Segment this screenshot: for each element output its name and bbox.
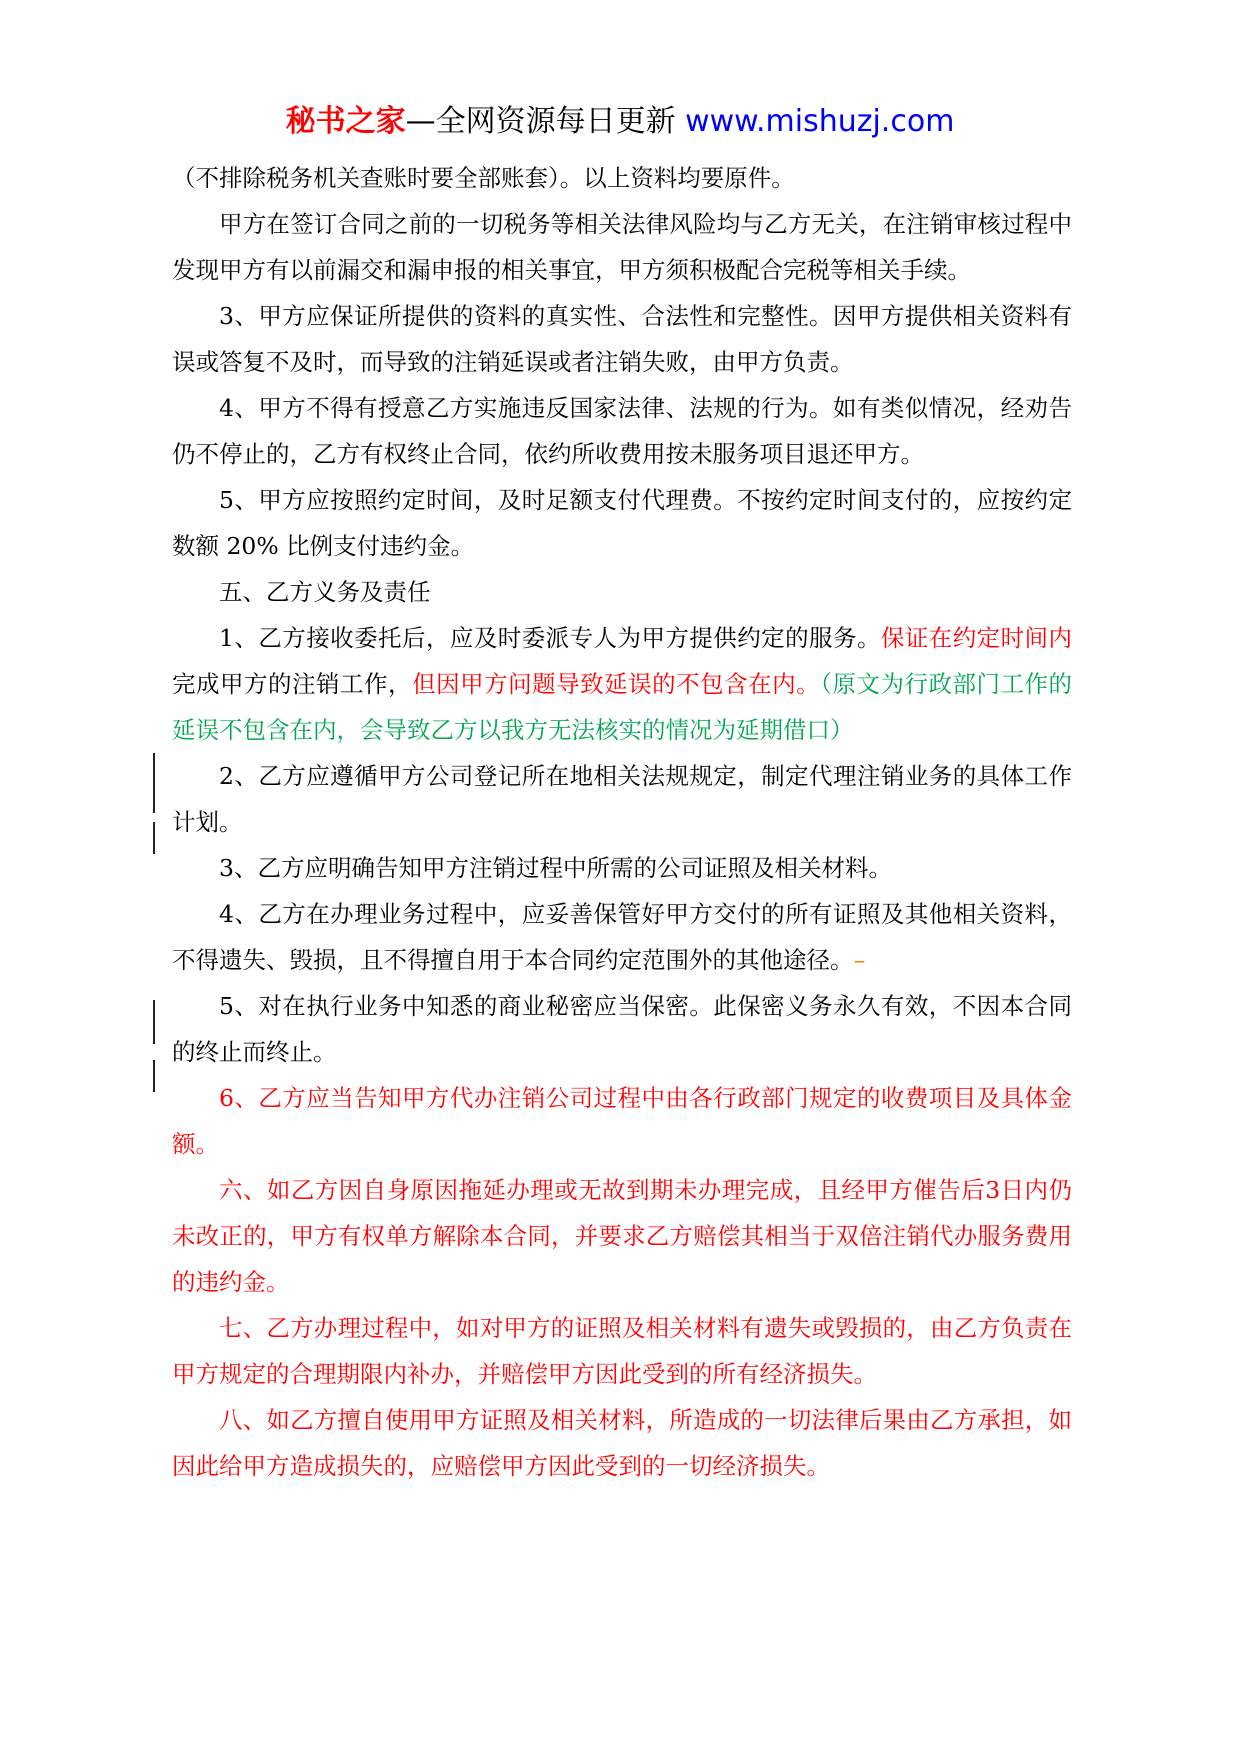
revision-comment: （原文为行政部门工作的延误不包含在内，会导致乙方以我方无法核实的情况为延期借口） (172, 670, 1073, 744)
paragraph-text: 完成甲方的注销工作， (172, 670, 413, 698)
paragraph: 甲方在签订合同之前的一切税务等相关法律风险均与乙方无关，在注销审核过程中发现甲方有以前漏交和漏申报的相关事宜，甲方须积极配合完税等相关手续。 (172, 210, 1072, 284)
document-body (172, 155, 1072, 1489)
change-bar (153, 753, 155, 813)
revision-text: 但因甲方问题导致延误的不包含在内。 (412, 670, 821, 698)
paragraph: 六、如乙方因自身原因拖延办理或无故到期未办理完成，且经甲方催告后3日内仍未改正的，甲方有权单方解除本合同，并要求乙方赔偿其相当于双倍注销代办服务费用的违约金。 (172, 1176, 1072, 1296)
paragraph: 八、如乙方擅自使用甲方证照及相关材料，所造成的一切法律后果由乙方承担，如因此给甲方造成损失的，应赔偿甲方因此受到的一切经济损失。 (172, 1406, 1072, 1480)
change-bar (153, 1000, 155, 1044)
paragraph: 6、乙方应当告知甲方代办注销公司过程中由各行政部门规定的收费项目及具体金额。 (172, 1084, 1072, 1158)
paragraph: 3、甲方应保证所提供的资料的真实性、合法性和完整性。因甲方提供相关资料有误或答复不及时，而导致的注销延误或者注销失败，由甲方负责。 (172, 302, 1072, 376)
paragraph (172, 615, 1072, 753)
paragraph: 七、乙方办理过程中，如对甲方的证照及相关材料有遗失或毁损的，由乙方负责在甲方规定的合理期限内补办，并赔偿甲方因此受到的所有经济损失。 (172, 1314, 1072, 1388)
page-header (0, 100, 1240, 144)
site-url[interactable]: www.mishuzj.com (675, 104, 955, 139)
brand-name: 秘书之家 (285, 104, 406, 139)
paragraph-text: 4、乙方在办理业务过程中，应妥善保管好甲方交付的所有证照及其他相关资料，不得遗失、毁损，且不得擅自用于本合同约定范围外的其他途径。 (172, 900, 1072, 974)
paragraph: 2、乙方应遵循甲方公司登记所在地相关法规规定，制定代理注销业务的具体工作计划。 (172, 762, 1072, 836)
paragraph (172, 891, 1072, 983)
paragraph-text: 1、乙方接收委托后，应及时委派专人为甲方提供约定的服务。 (219, 624, 881, 652)
change-bar (153, 1060, 155, 1092)
paragraph: 4、甲方不得有授意乙方实施违反国家法律、法规的行为。如有类似情况，经劝告仍不停止的，乙方有权终止合同，依约所收费用按未服务项目退还甲方。 (172, 394, 1072, 468)
paragraph: 5、对在执行业务中知悉的商业秘密应当保密。此保密义务永久有效，不因本合同的终止而终止。 (172, 992, 1072, 1066)
paragraph: 5、甲方应按照约定时间，及时足额支付代理费。不按约定时间支付的，应按约定数额 20% 比例支付违约金。 (172, 486, 1072, 560)
revision-text: 保证在约定时间内 (880, 624, 1073, 652)
revision-mark: – (853, 946, 866, 974)
header-slogan: —全网资源每日更新 (405, 104, 676, 139)
change-bar (153, 822, 155, 854)
paragraph: （不排除税务机关查账时要全部账套）。以上资料均要原件。 (172, 164, 795, 192)
section-heading: 五、乙方义务及责任 (219, 578, 431, 606)
paragraph: 3、乙方应明确告知甲方注销过程中所需的公司证照及相关材料。 (219, 854, 892, 882)
